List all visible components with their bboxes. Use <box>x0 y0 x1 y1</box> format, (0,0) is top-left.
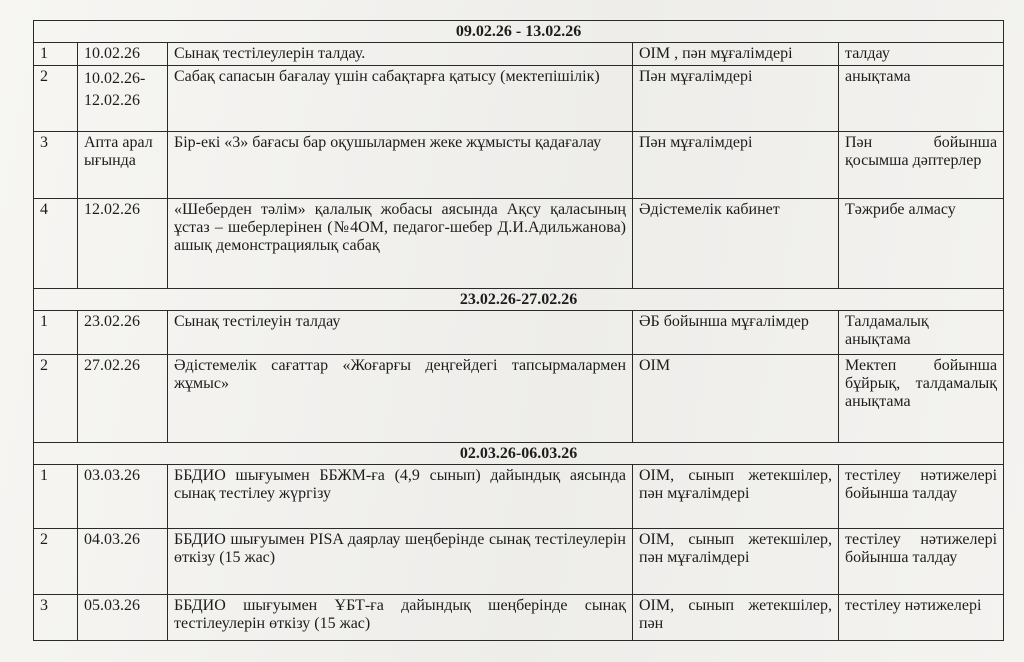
row-responsible: Пән мұғалімдері <box>633 132 839 199</box>
row-responsible: ОІМ, сынып жетекшілер, пән мұғалімдері <box>633 465 839 529</box>
row-result: Талдамалық анықтама <box>839 311 1004 355</box>
table-row <box>34 465 1004 529</box>
table-row <box>34 43 1004 66</box>
row-result: Тәжрибе алмасу <box>839 199 1004 289</box>
row-number: 1 <box>34 465 78 529</box>
row-date: 10.02.26 <box>78 43 168 66</box>
row-number: 4 <box>34 199 78 289</box>
row-date: 03.03.26 <box>78 465 168 529</box>
row-result: тестілеу нәтижелері бойынша талдау <box>839 465 1004 529</box>
row-responsible: ОІМ, сынып жетекшілер, пән мұғалімдері <box>633 529 839 595</box>
row-responsible: Пән мұғалімдері <box>633 66 839 132</box>
table-row <box>34 311 1004 355</box>
row-result: тестілеу нәтижелері <box>839 595 1004 641</box>
week-header-row <box>34 289 1004 311</box>
table-row <box>34 199 1004 289</box>
table-row <box>34 132 1004 199</box>
table-row <box>34 529 1004 595</box>
row-result: талдау <box>839 43 1004 66</box>
row-date: 04.03.26 <box>78 529 168 595</box>
row-responsible: Әдістемелік кабинет <box>633 199 839 289</box>
row-description: «Шеберден тәлім» қалалық жобасы аясында Ақсу қаласының ұстаз – шеберлерінен (№4ОМ, педагог-шебер Д.И.Адильжанова) ашық демонстрациялық сабақ <box>168 199 633 289</box>
work-plan-table <box>33 20 1004 641</box>
row-number: 2 <box>34 355 78 443</box>
table-row <box>34 355 1004 443</box>
row-description: Бір-екі «3» бағасы бар оқушылармен жеке жұмысты қадағалау <box>168 132 633 199</box>
row-result: тестілеу нәтижелері бойынша талдау <box>839 529 1004 595</box>
row-description: Сынақ тестілеуін талдау <box>168 311 633 355</box>
week-header-row <box>34 21 1004 43</box>
row-date: 10.02.26- 12.02.26 <box>78 66 168 132</box>
row-date: 05.03.26 <box>78 595 168 641</box>
table-row <box>34 66 1004 132</box>
row-date: 23.02.26 <box>78 311 168 355</box>
row-description: ББДИО шығуымен ББЖМ-ға (4,9 сынып) дайындық аясында сынақ тестілеу жүргізу <box>168 465 633 529</box>
row-date: Апта аралығында <box>78 132 168 199</box>
row-result: Пән бойынша қосымша дәптерлер <box>839 132 1004 199</box>
week-header-row <box>34 443 1004 465</box>
row-result: Мектеп бойынша бұйрық, талдамалық анықтама <box>839 355 1004 443</box>
week-header: 09.02.26 - 13.02.26 <box>34 21 1004 43</box>
row-number: 3 <box>34 132 78 199</box>
row-responsible: ОІМ <box>633 355 839 443</box>
row-description: ББДИО шығуымен ҰБТ-ға дайындық шеңберінде сынақ тестілеулерін өткізу (15 жас) <box>168 595 633 641</box>
row-date: 27.02.26 <box>78 355 168 443</box>
row-number: 2 <box>34 529 78 595</box>
row-responsible: ОІМ , пән мұғалімдері <box>633 43 839 66</box>
row-result: анықтама <box>839 66 1004 132</box>
row-responsible: ОІМ, сынып жетекшілер, пән <box>633 595 839 641</box>
week-header: 02.03.26-06.03.26 <box>34 443 1004 465</box>
row-number: 1 <box>34 311 78 355</box>
row-description: ББДИО шығуымен PISA даярлау шеңберінде сынақ тестілеулерін өткізу (15 жас) <box>168 529 633 595</box>
row-description: Сабақ сапасын бағалау үшін сабақтарға қатысу (мектепішілік) <box>168 66 633 132</box>
row-responsible: ӘБ бойынша мұғалімдер <box>633 311 839 355</box>
row-number: 2 <box>34 66 78 132</box>
week-header: 23.02.26-27.02.26 <box>34 289 1004 311</box>
row-number: 1 <box>34 43 78 66</box>
row-date: 12.02.26 <box>78 199 168 289</box>
table-row <box>34 595 1004 641</box>
row-description: Сынақ тестілеулерін талдау. <box>168 43 633 66</box>
row-description: Әдістемелік сағаттар «Жоғарғы деңгейдегі тапсырмалармен жұмыс» <box>168 355 633 443</box>
row-number: 3 <box>34 595 78 641</box>
